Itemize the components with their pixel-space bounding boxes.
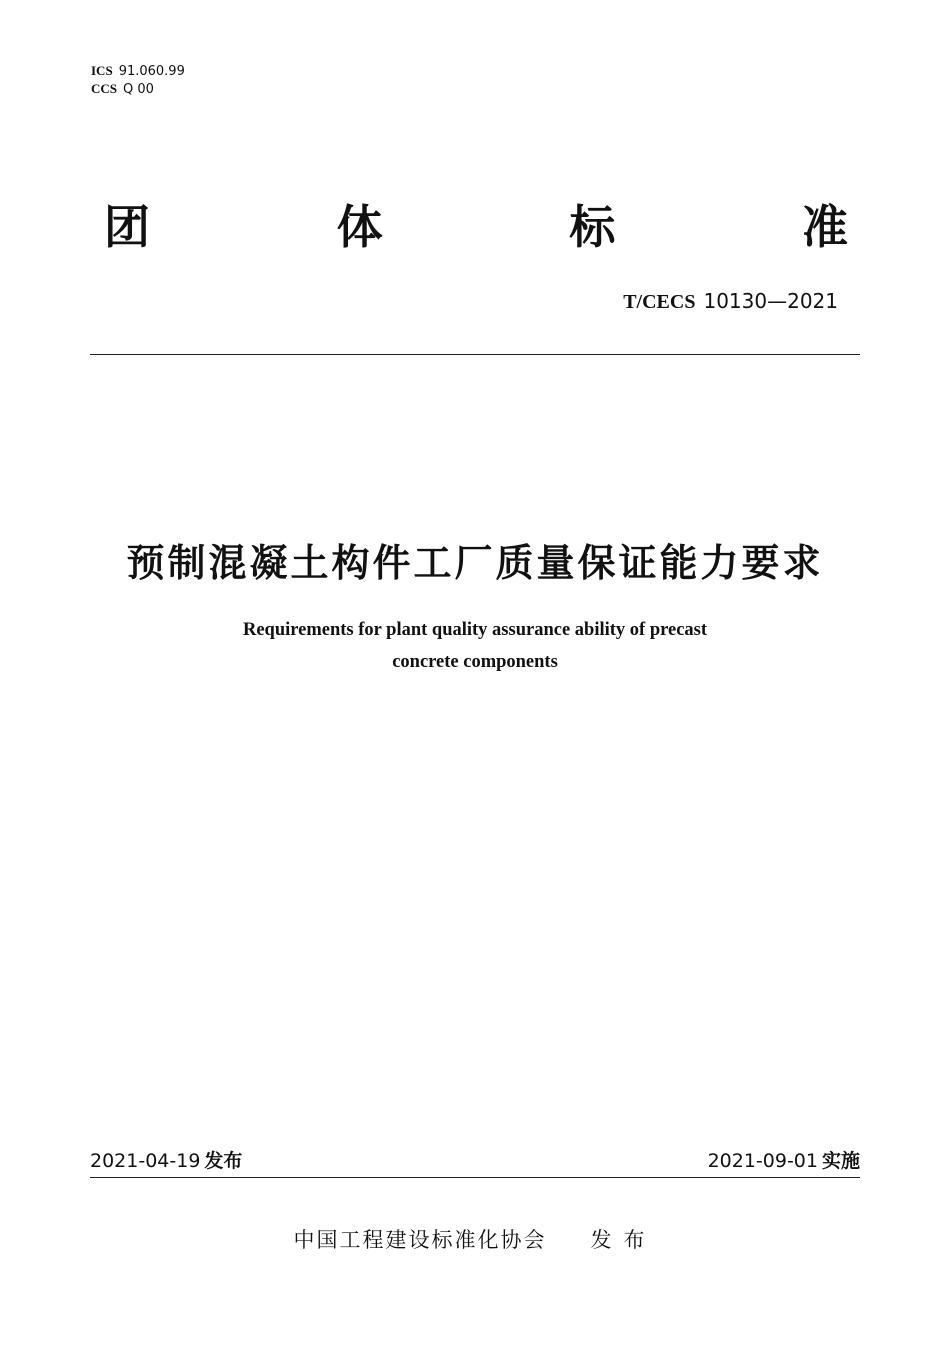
standard-type-char: 团 — [104, 200, 150, 254]
footer-divider — [90, 1177, 860, 1178]
standard-number-code: 10130—2021 — [703, 289, 838, 313]
header-divider — [90, 354, 860, 355]
title-english-line-2: concrete components — [392, 652, 558, 672]
publisher-organization: 中国工程建设标准化协会 — [293, 1228, 547, 1252]
standard-type-char: 准 — [801, 200, 848, 254]
issue-label: 发布 — [204, 1150, 243, 1172]
publisher-action: 发布 — [590, 1228, 657, 1252]
ics-label: ICS — [91, 63, 113, 78]
ics-value: 91.060.99 — [118, 64, 185, 79]
implement-label: 实施 — [821, 1150, 860, 1172]
implement-date: 2021-09-01 — [707, 1150, 818, 1172]
standard-number-prefix: T/CECS — [623, 291, 696, 313]
publisher-line — [0, 1224, 950, 1254]
ccs-line — [91, 80, 185, 98]
classification-block — [91, 62, 185, 98]
issue-date: 2021-04-19 — [90, 1150, 201, 1172]
standard-type-heading — [104, 196, 848, 252]
title-english-line-1: Requirements for plant quality assurance ability of precast — [242, 620, 708, 640]
title-chinese: 预制混凝土构件工厂质量保证能力要求 — [126, 541, 824, 585]
ccs-label: CCS — [91, 81, 118, 96]
standard-type-char: 标 — [569, 200, 616, 254]
ccs-value: Q 00 — [123, 82, 154, 97]
ics-line — [91, 62, 185, 80]
standard-number — [623, 289, 838, 314]
standard-type-char: 体 — [336, 200, 383, 254]
implement-date-block — [708, 1146, 860, 1173]
issue-date-block — [90, 1146, 242, 1173]
